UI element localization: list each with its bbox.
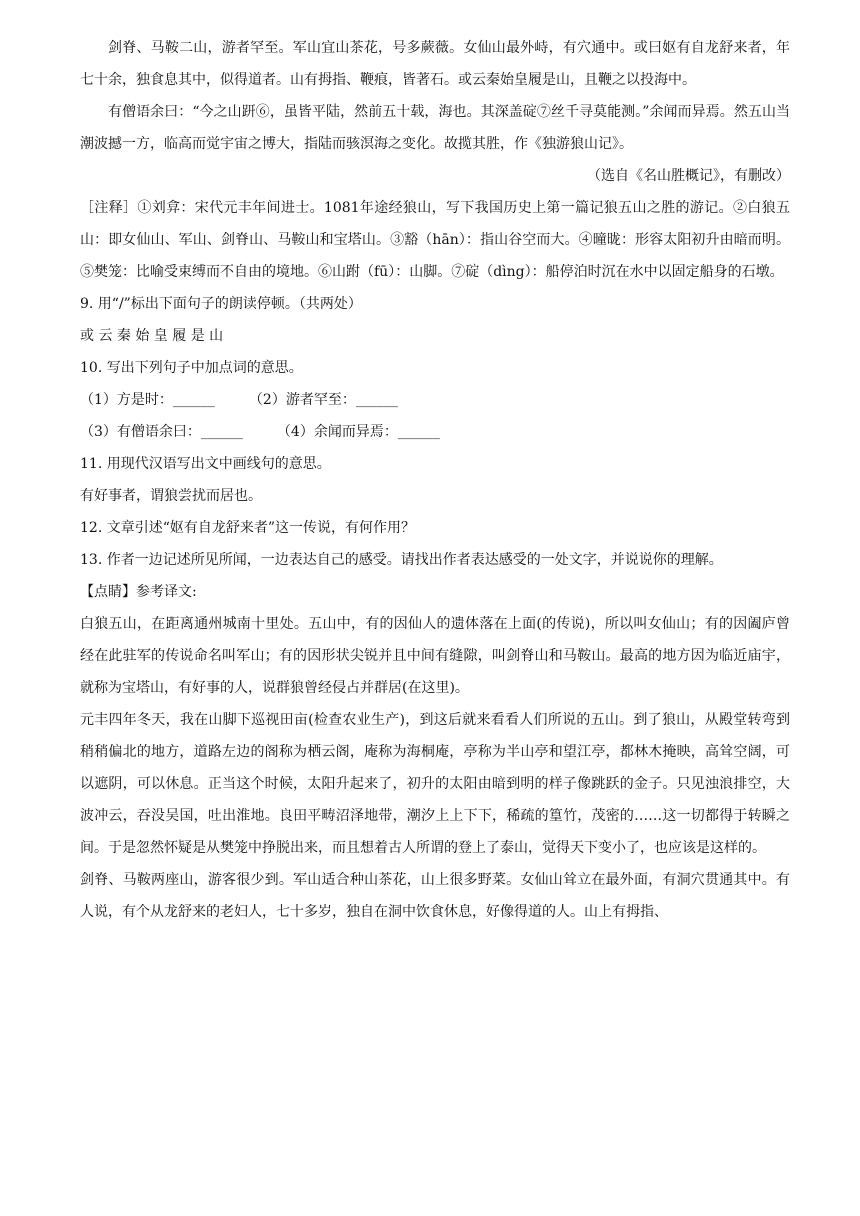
answer-heading: 【点睛】参考译文:: [80, 584, 197, 600]
question-9-sentence: 或 云 秦 始 皇 履 是 山: [80, 328, 224, 344]
question-9: 9. 用“/”标出下面句子的朗读停顿。（共两处）: [80, 296, 362, 312]
question-10-item-2: （2）游者罕至：______: [248, 392, 398, 408]
question-10-item-4: （4）余闻而异焉：______: [276, 424, 440, 440]
document-page: [80, 32, 790, 928]
question-11: 11. 用现代汉语写出文中画线句的意思。: [80, 456, 331, 472]
passage-paragraph: 剑脊、马鞍二山，游者罕至。军山宜山茶花，号多蕨薇。女仙山最外峙，有穴通中。或曰妪有自龙舒来者，年七十余，独食息其中，似得道者。山有拇指、鞭痕，皆著石。或云秦始皇履是山，且鞭之以投海中。: [80, 40, 790, 88]
question-10-item-3: （3）有僧语余曰：______: [80, 424, 243, 440]
question-10-item-1: （1）方是时：______: [80, 392, 215, 408]
question-12: 12. 文章引述“妪有自龙舒来者”这一传说，有何作用？: [80, 520, 416, 536]
question-10-row-1: [80, 384, 790, 416]
translation-paragraph: 白狼五山，在距离通州城南十里处。五山中，有的因仙人的遗体落在上面(的传说)，所以叫女仙山；有的因阖庐曾经在此驻军的传说命名叫军山；有的因形状尖锐并且中间有缝隙，叫剑脊山和马鞍山。最高的地方因为临近庙宇，就称为宝塔山，有好事的人，说群狼曾经侵占并群居(在这里)。: [80, 616, 790, 696]
question-13: 13. 作者一边记述所见所闻，一边表达自己的感受。请找出作者表达感受的一处文字，并说说你的理解。: [80, 552, 723, 568]
question-10: 10. 写出下列句子中加点词的意思。: [80, 360, 303, 376]
translation-paragraph: 元丰四年冬天，我在山脚下巡视田亩(检查农业生产)，到这后就来看看人们所说的五山。到了狼山，从殿堂转弯到稍稍偏北的地方，道路左边的阁称为栖云阁，庵称为海桐庵，亭称为半山亭和望江亭，都林木掩映，高耸空阔，可以遮阴，可以休息。正当这个时候，太阳升起来了，初升的太阳由暗到明的样子像跳跃的金子。只见浊浪排空，大波冲云，吞没吴国，吐出淮地。良田平畴沼泽地带，潮汐上上下下，稀疏的篁竹，茂密的……这一切都得于转瞬之间。于是忽然怀疑是从樊笼中挣脱出来，而且想着古人所谓的登上了泰山，觉得天下变小了，也应该是这样的。: [80, 712, 790, 856]
annotation-notes: ［注释］①刘弇：宋代元丰年间进士。1081年途经狼山，写下我国历史上第一篇记狼五山之胜的游记。②白狼五山：即女仙山、军山、剑脊山、马鞍山和宝塔山。③豁（hān）：指山谷空而大。④曈昽：形容太阳初升由暗而明。⑤樊笼：比喻受束缚而不自由的境地。⑥山跗（fū）：山脚。⑦碇（dìng）：船停泊时沉在水中以固定船身的石墩。: [80, 200, 790, 280]
question-10-row-2: [80, 416, 790, 448]
passage-source: （选自《名山胜概记》，有删改）: [587, 168, 790, 184]
passage-paragraph: 有僧语余曰：“今之山趼⑥，虽皆平陆，然前五十载，海也。其深盖碇⑦丝千寻莫能测。”余闻而异焉。然五山当潮波撼一方，临高而觉宇宙之博大，指陆而骇溟海之变化。故揽其胜，作《独游狼山记》。: [80, 104, 790, 152]
translation-paragraph: 剑脊、马鞍两座山，游客很少到。军山适合种山茶花，山上很多野菜。女仙山耸立在最外面，有洞穴贯通其中。有人说，有个从龙舒来的老妇人，七十多岁，独自在洞中饮食休息，好像得道的人。山上有拇指、: [80, 872, 790, 920]
question-11-sentence: 有好事者，谓狼尝扰而居也。: [80, 488, 262, 504]
